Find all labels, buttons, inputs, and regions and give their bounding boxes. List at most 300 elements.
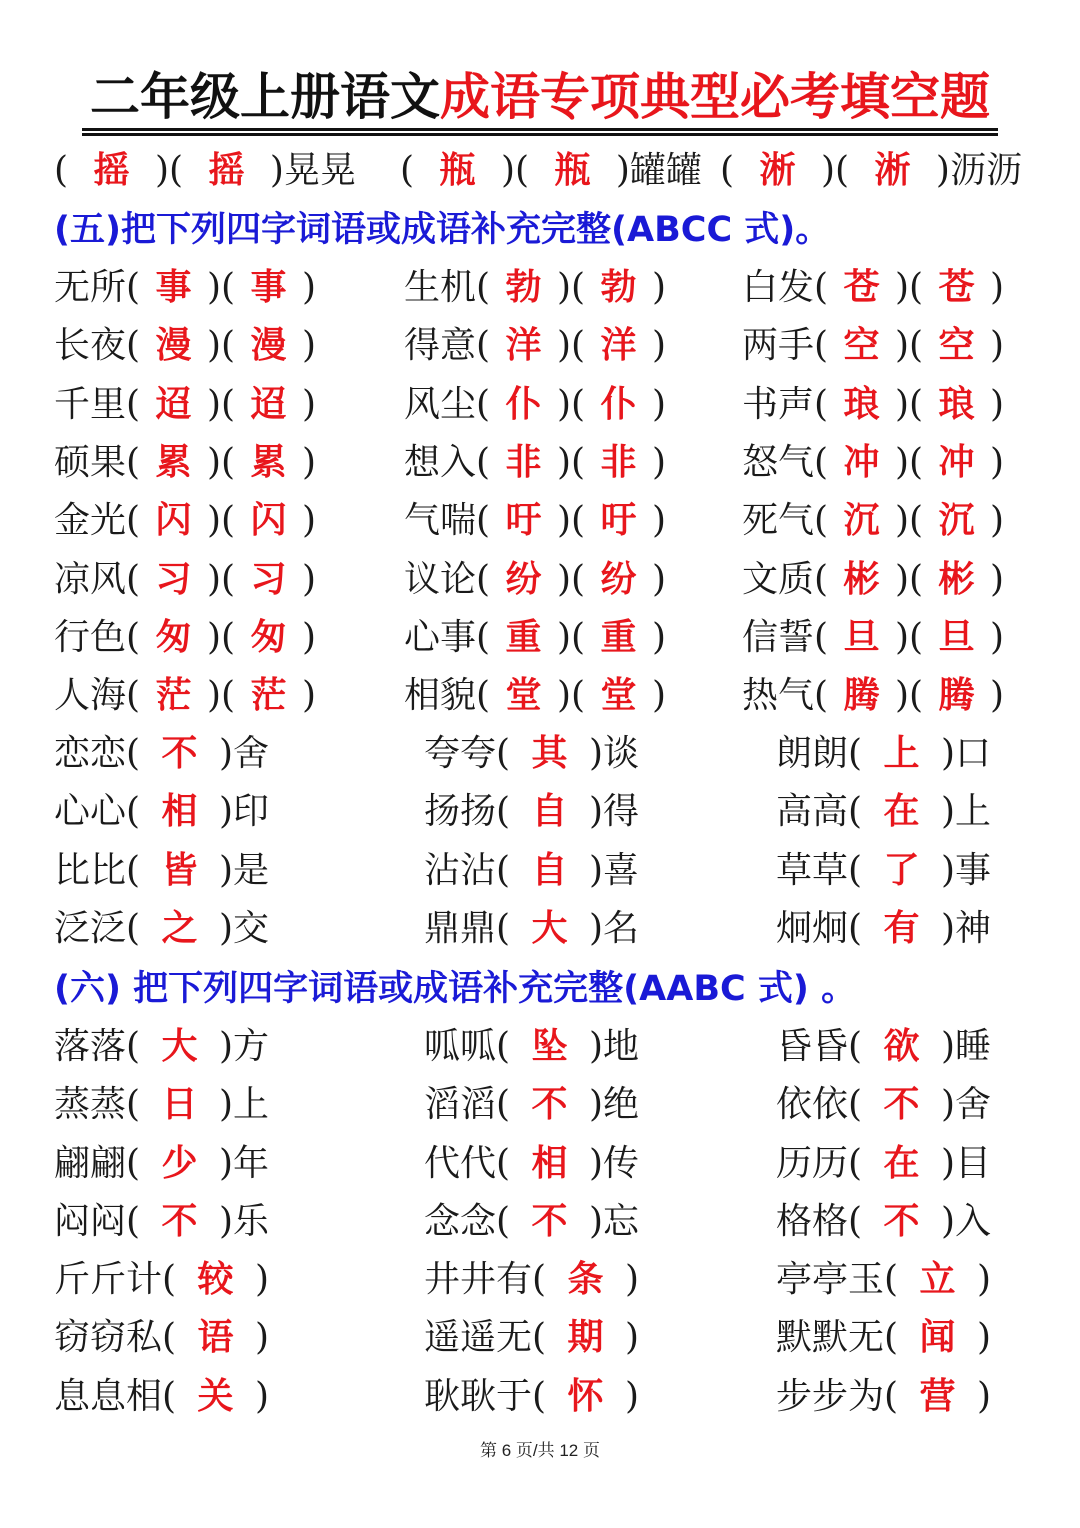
idiom-item (54, 262, 316, 313)
idiom-item (424, 1196, 639, 1247)
idiom-item (54, 728, 269, 779)
answer-blank: 仆 (505, 382, 542, 425)
idiom-item (424, 1079, 639, 1130)
answer-blank: 累 (250, 440, 287, 483)
paren-open: ( (126, 791, 152, 833)
paren-open: ( (532, 1259, 558, 1300)
worksheet-row (0, 1371, 1080, 1421)
paren-close: ) (290, 267, 316, 308)
paren-close: ) (613, 1317, 640, 1359)
idiom-prefix: 比比 (54, 849, 127, 891)
answer-blank: 纷 (600, 557, 637, 600)
paren-open: ( (848, 1200, 874, 1242)
worksheet-row (0, 554, 1080, 604)
answer-blank: 腾 (843, 674, 880, 717)
paren-close: ) (207, 1142, 234, 1184)
idiom-prefix: 鼎鼎 (424, 907, 497, 949)
answer-blank: 大 (531, 906, 568, 949)
paren-close: ) (577, 733, 604, 774)
paren-close: ) (965, 1317, 992, 1359)
idiom-suffix: 口 (955, 733, 992, 774)
answer-blank: 漫 (250, 324, 287, 367)
paren-close: ) (290, 616, 316, 658)
idiom-prefix: 泛泛 (54, 907, 127, 949)
answer-blank: 不 (161, 1199, 198, 1242)
paren-close: ) (290, 383, 316, 425)
paren-mid: )( (883, 558, 935, 600)
answer-blank: 习 (250, 557, 287, 600)
idiom-prefix: 朗朗 (776, 733, 849, 774)
paren-open: ( (496, 733, 522, 774)
idiom-item (54, 379, 316, 430)
answer-blank: 不 (531, 1083, 568, 1126)
answer-blank: 事 (250, 266, 287, 308)
paren-close: ) (290, 558, 316, 600)
idiom-suffix: 是 (233, 849, 270, 891)
answer-blank: 沉 (843, 499, 880, 542)
idiom-prefix: 金光 (54, 500, 127, 542)
paren-mid: )( (143, 150, 195, 191)
paren-close: ) (978, 267, 1004, 308)
paren-close: ) (207, 1200, 234, 1242)
paren-close: ) (290, 675, 316, 717)
answer-blank: 旦 (938, 615, 975, 658)
idiom-prefix: 高高 (776, 791, 849, 833)
answer-blank: 冲 (843, 440, 880, 483)
paren-open: ( (476, 558, 502, 600)
idiom-item (404, 554, 666, 605)
paren-close: ) (207, 1026, 234, 1067)
answer-blank: 淅 (874, 149, 911, 191)
answer-blank: 茫 (250, 674, 287, 717)
paren-mid: )( (883, 325, 935, 367)
paren-open: ( (496, 1200, 522, 1242)
idiom-prefix: 翩翩 (54, 1142, 127, 1184)
paren-open: ( (126, 500, 152, 542)
paren-close: ) (243, 1375, 270, 1417)
idiom-item (404, 379, 666, 430)
answer-blank: 堂 (600, 674, 637, 717)
paren-close: ) (577, 907, 604, 949)
paren-open: ( (814, 325, 840, 367)
paren-close: ) (640, 267, 666, 308)
answer-blank: 营 (919, 1374, 956, 1417)
idiom-prefix: 亭亭玉 (776, 1259, 885, 1300)
paren-mid: )( (195, 383, 247, 425)
paren-close: ) (978, 616, 1004, 658)
paren-close: ) (613, 1375, 640, 1417)
paren-close: ) (243, 1259, 270, 1300)
idiom-prefix: 念念 (424, 1200, 497, 1242)
paren-open: ( (496, 791, 522, 833)
idiom-item (776, 903, 991, 954)
idiom-prefix: 滔滔 (424, 1084, 497, 1126)
paren-open: ( (476, 267, 502, 308)
answer-blank: 彬 (843, 557, 880, 600)
paren-open: ( (126, 907, 152, 949)
worksheet-row (0, 379, 1080, 429)
idiom-suffix: 乐 (233, 1200, 270, 1242)
answer-blank: 不 (161, 732, 198, 774)
paren-open: ( (532, 1375, 558, 1417)
answer-blank: 匆 (250, 615, 287, 658)
idiom-item (404, 437, 666, 488)
idiom-item (54, 845, 269, 896)
answer-blank: 在 (883, 790, 920, 833)
paren-close: ) (207, 907, 234, 949)
idiom-prefix: 硕果 (54, 441, 127, 483)
paren-open: ( (126, 325, 152, 367)
answer-blank: 吁 (600, 499, 637, 542)
idiom-prefix: 白发 (742, 267, 815, 308)
paren-mid: )( (883, 616, 935, 658)
paren-mid: )( (809, 150, 861, 191)
idiom-suffix: 方 (233, 1026, 270, 1067)
answer-blank: 少 (161, 1141, 198, 1184)
idiom-suffix: 交 (233, 907, 270, 949)
paren-close: ) (929, 791, 956, 833)
idiom-item (742, 554, 1004, 605)
paren-open: ( (848, 1142, 874, 1184)
paren-open: ( (848, 791, 874, 833)
paren-mid: )( (195, 267, 247, 308)
answer-blank: 习 (155, 557, 192, 600)
answer-blank: 不 (531, 1199, 568, 1242)
idiom-item (404, 262, 666, 313)
paren-close: ) (978, 441, 1004, 483)
answer-blank: 闪 (250, 499, 287, 542)
answer-blank: 空 (938, 324, 975, 367)
paren-mid: )( (883, 675, 935, 717)
worksheet-row (0, 1254, 1080, 1304)
worksheet-row (0, 612, 1080, 662)
idiom-suffix: 传 (603, 1142, 640, 1184)
answer-blank: 语 (197, 1316, 234, 1359)
idiom-item (404, 320, 666, 371)
paren-close: ) (965, 1375, 992, 1417)
answer-blank: 大 (161, 1025, 198, 1067)
worksheet-row (0, 320, 1080, 370)
worksheet-row (0, 1312, 1080, 1362)
answer-blank: 匆 (155, 615, 192, 658)
answer-blank: 闻 (919, 1316, 956, 1359)
paren-open: ( (532, 1317, 558, 1359)
idiom-item (424, 728, 639, 779)
answer-blank: 其 (531, 732, 568, 774)
paren-close: ) (965, 1259, 992, 1300)
idiom-suffix: 上 (233, 1084, 270, 1126)
paren-close: ) (604, 150, 630, 191)
paren-open: ( (884, 1259, 910, 1300)
paren-open: ( (126, 733, 152, 774)
paren-open: ( (848, 849, 874, 891)
answer-blank: 不 (883, 1199, 920, 1242)
idiom-item (742, 262, 1004, 313)
paren-open: ( (126, 675, 152, 717)
answer-blank: 怀 (567, 1374, 604, 1417)
paren-mid: )( (545, 267, 597, 308)
answer-blank: 沉 (938, 499, 975, 542)
worksheet-row (0, 728, 1080, 778)
answer-blank: 茫 (155, 674, 192, 717)
paren-open: ( (476, 383, 502, 425)
paren-open: ( (814, 383, 840, 425)
idiom-item (54, 1371, 269, 1422)
paren-close: ) (207, 733, 234, 774)
title-underline (82, 128, 998, 131)
answer-blank: 苍 (938, 266, 975, 308)
idiom-item (54, 612, 316, 663)
answer-blank: 琅 (843, 382, 880, 425)
paren-mid: )( (883, 500, 935, 542)
idiom-item (424, 903, 639, 954)
idiom-suffix: 印 (233, 791, 270, 833)
idiom-item (54, 1138, 269, 1189)
worksheet-row (0, 903, 1080, 953)
idiom-prefix: 闷闷 (54, 1200, 127, 1242)
worksheet-row (0, 437, 1080, 487)
idiom-prefix: 信誓 (742, 616, 815, 658)
paren-open: ( (814, 267, 840, 308)
idiom-item (742, 612, 1004, 663)
answer-blank: 之 (161, 906, 198, 949)
answer-blank: 关 (197, 1374, 234, 1417)
idiom-suffix: 忘 (603, 1200, 640, 1242)
paren-open: ( (496, 1142, 522, 1184)
idiom-item (54, 320, 316, 371)
paren-close: ) (640, 383, 666, 425)
paren-close: ) (290, 325, 316, 367)
paren-open: ( (126, 1084, 152, 1126)
idiom-prefix: 无所 (54, 267, 127, 308)
idiom-item (742, 495, 1004, 546)
answer-blank: 摇 (93, 149, 130, 191)
worksheet-row (0, 145, 1080, 195)
idiom-item (424, 1138, 639, 1189)
idiom-suffix: 睡 (955, 1026, 992, 1067)
paren-open: ( (814, 675, 840, 717)
answer-blank: 闪 (155, 499, 192, 542)
paren-close: ) (924, 150, 950, 191)
answer-blank: 在 (883, 1141, 920, 1184)
idiom-item (424, 786, 639, 837)
paren-close: ) (258, 150, 284, 191)
idiom-item (54, 437, 316, 488)
idiom-prefix: 凉风 (54, 558, 127, 600)
paren-open: ( (126, 616, 152, 658)
idiom-prefix: 怒气 (742, 441, 815, 483)
idiom-suffix: 名 (603, 907, 640, 949)
paren-open: ( (814, 441, 840, 483)
idiom-suffix: 罐罐 (629, 150, 702, 191)
idiom-prefix: 热气 (742, 675, 815, 717)
answer-blank: 摇 (208, 149, 245, 191)
answer-blank: 彬 (938, 557, 975, 600)
idiom-prefix: 心事 (404, 616, 477, 658)
worksheet-row (0, 1079, 1080, 1129)
paren-open: ( (848, 1084, 874, 1126)
paren-close: ) (929, 1142, 956, 1184)
idiom-item (776, 728, 991, 779)
paren-close: ) (640, 558, 666, 600)
idiom-prefix: 夸夸 (424, 733, 497, 774)
paren-open: ( (814, 558, 840, 600)
answer-blank: 日 (161, 1083, 198, 1126)
idiom-suffix: 神 (955, 907, 992, 949)
idiom-prefix: 炯炯 (776, 907, 849, 949)
idiom-prefix: 步步为 (776, 1375, 885, 1417)
paren-mid: )( (883, 383, 935, 425)
idiom-suffix: 舍 (233, 733, 270, 774)
paren-mid: )( (195, 558, 247, 600)
paren-mid: )( (489, 150, 541, 191)
answer-blank: 相 (161, 790, 198, 833)
answer-blank: 非 (505, 440, 542, 483)
idiom-item (404, 612, 666, 663)
paren-close: ) (640, 500, 666, 542)
paren-mid: )( (195, 500, 247, 542)
idiom-prefix: 呱呱 (424, 1026, 497, 1067)
idiom-prefix: 沾沾 (424, 849, 497, 891)
paren-open: ( (476, 675, 502, 717)
paren-close: ) (929, 849, 956, 891)
paren-close: ) (577, 1084, 604, 1126)
paren-open: ( (848, 733, 874, 774)
paren-mid: )( (195, 325, 247, 367)
paren-mid: )( (195, 616, 247, 658)
paren-close: ) (978, 500, 1004, 542)
paren-mid: )( (545, 325, 597, 367)
idiom-prefix: 心心 (54, 791, 127, 833)
worksheet-row (0, 670, 1080, 720)
paren-close: ) (577, 1200, 604, 1242)
answer-blank: 淅 (759, 149, 796, 191)
answer-blank: 琅 (938, 382, 975, 425)
answer-blank: 重 (600, 615, 637, 658)
idiom-prefix: 遥遥无 (424, 1317, 533, 1359)
paren-mid: )( (883, 441, 935, 483)
idiom-item (404, 495, 666, 546)
answer-blank: 仆 (600, 382, 637, 425)
answer-blank: 较 (197, 1258, 234, 1300)
idiom-prefix: 依依 (776, 1084, 849, 1126)
idiom-item (54, 554, 316, 605)
idiom-suffix: 上 (955, 791, 992, 833)
paren-open: ( (162, 1317, 188, 1359)
paren-close: ) (929, 1200, 956, 1242)
title-part-2: 成语专项典型必考填空题 (440, 68, 990, 126)
idiom-prefix: 两手 (742, 325, 815, 367)
paren-open: ( (496, 1026, 522, 1067)
idiom-item (776, 1138, 991, 1189)
answer-blank: 洋 (600, 324, 637, 367)
worksheet-row (0, 1021, 1080, 1071)
paren-open: ( (496, 907, 522, 949)
idiom-item (400, 145, 702, 196)
paren-open: ( (126, 267, 152, 308)
worksheet-row (0, 845, 1080, 895)
idiom-prefix: 落落 (54, 1026, 127, 1067)
paren-close: ) (577, 791, 604, 833)
idiom-prefix: 历历 (776, 1142, 849, 1184)
idiom-suffix: 绝 (603, 1084, 640, 1126)
answer-blank: 累 (155, 440, 192, 483)
idiom-item (424, 1371, 639, 1422)
section-heading-6: (六) 把下列四字词语或成语补充完整(AABC 式) 。 (54, 969, 857, 1009)
answer-blank: 皆 (161, 848, 198, 891)
idiom-prefix: 相貌 (404, 675, 477, 717)
paren-mid: )( (545, 441, 597, 483)
idiom-suffix: 入 (955, 1200, 992, 1242)
paren-open: ( (720, 150, 746, 191)
idiom-item (54, 1021, 269, 1072)
paren-close: ) (613, 1259, 640, 1300)
idiom-item (742, 670, 1004, 721)
idiom-prefix: 昏昏 (776, 1026, 849, 1067)
idiom-item (424, 1021, 639, 1072)
paren-open: ( (126, 558, 152, 600)
idiom-item (424, 1312, 639, 1363)
paren-close: ) (978, 325, 1004, 367)
idiom-prefix: 风尘 (404, 383, 477, 425)
answer-blank: 旦 (843, 615, 880, 658)
paren-close: ) (929, 907, 956, 949)
answer-blank: 上 (883, 732, 920, 774)
paren-mid: )( (545, 383, 597, 425)
paren-open: ( (476, 500, 502, 542)
answer-blank: 期 (567, 1316, 604, 1359)
answer-blank: 冲 (938, 440, 975, 483)
idiom-item (54, 1196, 269, 1247)
idiom-suffix: 晃晃 (283, 150, 356, 191)
idiom-suffix: 舍 (955, 1084, 992, 1126)
idiom-item (54, 1079, 269, 1130)
idiom-prefix: 扬扬 (424, 791, 497, 833)
answer-blank: 苍 (843, 266, 880, 308)
paren-close: ) (978, 558, 1004, 600)
answer-blank: 坠 (531, 1025, 568, 1067)
answer-blank: 条 (567, 1258, 604, 1300)
paren-open: ( (400, 150, 426, 191)
paren-close: ) (207, 791, 234, 833)
idiom-prefix: 死气 (742, 500, 815, 542)
answer-blank: 堂 (505, 674, 542, 717)
answer-blank: 瓶 (439, 149, 476, 191)
page-footer: 第 6 页/共 12 页 (480, 1441, 600, 1460)
idiom-suffix: 喜 (603, 849, 640, 891)
answer-blank: 自 (531, 790, 568, 833)
paren-open: ( (126, 383, 152, 425)
idiom-suffix: 得 (603, 791, 640, 833)
answer-blank: 洋 (505, 324, 542, 367)
idiom-prefix: 恋恋 (54, 733, 127, 774)
idiom-prefix: 生机 (404, 267, 477, 308)
idiom-item (54, 1254, 269, 1305)
paren-close: ) (929, 1084, 956, 1126)
paren-mid: )( (545, 558, 597, 600)
worksheet-row (0, 1138, 1080, 1188)
answer-blank: 瓶 (554, 149, 591, 191)
idiom-item (776, 1312, 991, 1363)
answer-blank: 迢 (250, 382, 287, 425)
idiom-item (776, 1079, 991, 1130)
idiom-item (720, 145, 1022, 196)
paren-open: ( (162, 1375, 188, 1417)
paren-close: ) (207, 1084, 234, 1126)
idiom-prefix: 文质 (742, 558, 815, 600)
idiom-prefix: 气喘 (404, 500, 477, 542)
idiom-prefix: 想入 (404, 441, 477, 483)
